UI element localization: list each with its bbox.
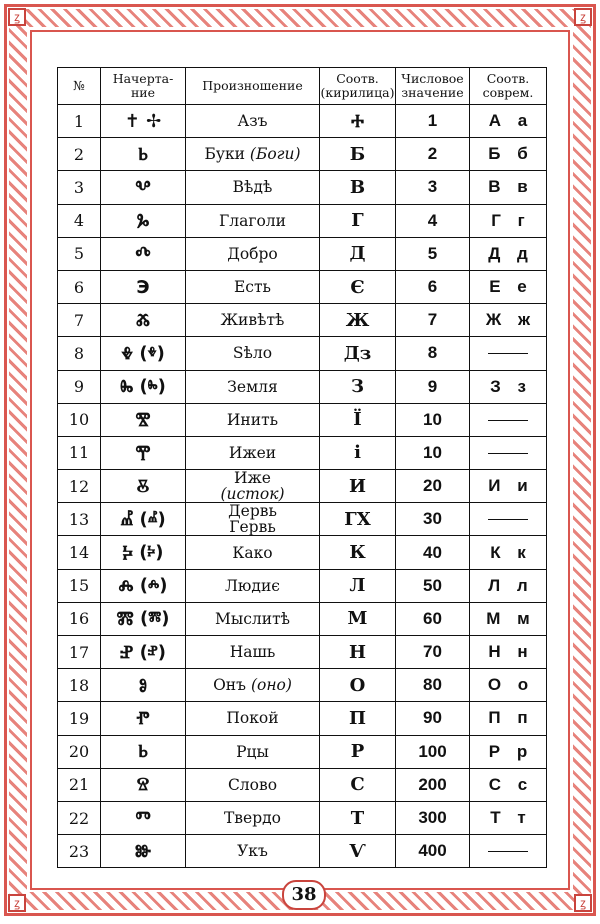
table-row xyxy=(58,304,547,337)
letter-name: Азъ xyxy=(237,112,268,131)
numeric-value: 70 xyxy=(396,636,470,669)
numeric-value: 90 xyxy=(396,702,470,735)
corner-ornament-top-right: ꙁ xyxy=(574,8,592,26)
row-number: 7 xyxy=(58,304,101,337)
table-row xyxy=(58,636,547,669)
cyrillic-equivalent: С xyxy=(320,768,396,801)
modern-equivalent: Н н xyxy=(470,636,547,669)
glagolitic-glyph: Ⰾ (ⰾ) xyxy=(101,569,186,602)
row-number: 15 xyxy=(58,569,101,602)
table-body xyxy=(58,105,547,868)
corner-ornament-bottom-left: ꙁ xyxy=(8,894,26,912)
numeric-value: 50 xyxy=(396,569,470,602)
modern-equivalent: Е е xyxy=(470,270,547,303)
modern-equivalent: А а xyxy=(470,105,547,138)
modern-equivalent: Б б xyxy=(470,138,547,171)
letter-name: Вѣдѣ xyxy=(232,178,273,197)
glagolitic-glyph: Ⰷ (ⰷ) xyxy=(101,337,186,370)
row-number: 23 xyxy=(58,835,101,868)
row-number: 3 xyxy=(58,171,101,204)
pronunciation-cell xyxy=(186,105,320,138)
glagolitic-glyph: Ⱅ xyxy=(101,801,186,834)
alphabet-table xyxy=(57,67,547,868)
table-row xyxy=(58,669,547,702)
glagolitic-glyph: Ⱆ xyxy=(101,835,186,868)
cyrillic-equivalent: Л xyxy=(320,569,396,602)
pronunciation-cell xyxy=(186,801,320,834)
row-number: 16 xyxy=(58,602,101,635)
glagolitic-glyph: Ⰹ xyxy=(101,436,186,469)
numeric-value: 3 xyxy=(396,171,470,204)
table-row xyxy=(58,237,547,270)
letter-name: Твердо xyxy=(223,809,282,828)
cyrillic-equivalent: Д xyxy=(320,237,396,270)
modern-equivalent xyxy=(470,503,547,536)
glagolitic-glyph: Ⱂ xyxy=(101,702,186,735)
row-number: 9 xyxy=(58,370,101,403)
pronunciation-cell xyxy=(186,237,320,270)
numeric-value: 6 xyxy=(396,270,470,303)
numeric-value: 7 xyxy=(396,304,470,337)
numeric-value: 80 xyxy=(396,669,470,702)
pronunciation-cell xyxy=(186,204,320,237)
glagolitic-glyph: Ⰴ xyxy=(101,237,186,270)
pronunciation-cell xyxy=(186,702,320,735)
row-number: 21 xyxy=(58,768,101,801)
glagolitic-glyph: Ⰸ (ⰸ) xyxy=(101,370,186,403)
cyrillic-equivalent: Дз xyxy=(320,337,396,370)
row-number: 18 xyxy=(58,669,101,702)
header-numeric-value: Числовое значение xyxy=(396,68,470,105)
cyrillic-equivalent: і xyxy=(320,436,396,469)
modern-equivalent: О о xyxy=(470,669,547,702)
modern-equivalent: Р р xyxy=(470,735,547,768)
row-number: 20 xyxy=(58,735,101,768)
modern-equivalent: Л л xyxy=(470,569,547,602)
pronunciation-cell xyxy=(186,503,320,536)
table-header-row xyxy=(58,68,547,105)
pronunciation-cell xyxy=(186,735,320,768)
modern-equivalent: З з xyxy=(470,370,547,403)
modern-equivalent: П п xyxy=(470,702,547,735)
modern-equivalent: Д д xyxy=(470,237,547,270)
table-row xyxy=(58,370,547,403)
pronunciation-cell xyxy=(186,768,320,801)
cyrillic-equivalent: Ж xyxy=(320,304,396,337)
no-equivalent-dash xyxy=(488,519,528,520)
numeric-value: 300 xyxy=(396,801,470,834)
pronunciation-cell xyxy=(186,304,320,337)
modern-equivalent xyxy=(470,403,547,436)
letter-name: Мыслитѣ xyxy=(215,609,290,628)
header-cyrillic: Соотв. (кирилица) xyxy=(320,68,396,105)
row-number: 12 xyxy=(58,470,101,503)
header-number: № xyxy=(58,68,101,105)
pronunciation-cell xyxy=(186,436,320,469)
pronunciation-cell xyxy=(186,669,320,702)
cyrillic-equivalent: Т xyxy=(320,801,396,834)
glagolitic-glyph: Ⰼ (ⰼ) xyxy=(101,503,186,536)
pronunciation-cell xyxy=(186,536,320,569)
letter-name: Покой xyxy=(226,709,279,728)
glagolitic-glyph: Ⱀ (ⱀ) xyxy=(101,636,186,669)
header-glyph: Начерта-ние xyxy=(101,68,186,105)
letter-name: Добро xyxy=(227,244,278,263)
header-pronunciation: Произношение xyxy=(186,68,320,105)
numeric-value: 100 xyxy=(396,735,470,768)
numeric-value: 10 xyxy=(396,403,470,436)
cyrillic-equivalent: Ѵ xyxy=(320,835,396,868)
letter-name: Земля xyxy=(227,377,278,396)
letter-name: Инить xyxy=(226,410,279,429)
pronunciation-cell xyxy=(186,403,320,436)
cyrillic-equivalent: Ї xyxy=(320,403,396,436)
table-row xyxy=(58,403,547,436)
glagolitic-glyph: Ⰿ (ⰿ) xyxy=(101,602,186,635)
row-number: 5 xyxy=(58,237,101,270)
cyrillic-equivalent: Р xyxy=(320,735,396,768)
row-number: 22 xyxy=(58,801,101,834)
cyrillic-equivalent: О xyxy=(320,669,396,702)
cyrillic-equivalent: Ⰰ xyxy=(320,105,396,138)
no-equivalent-dash xyxy=(488,353,528,354)
pronunciation-cell xyxy=(186,370,320,403)
table-row xyxy=(58,835,547,868)
letter-name: Живѣтѣ xyxy=(220,311,285,330)
row-number: 14 xyxy=(58,536,101,569)
cyrillic-equivalent: Є xyxy=(320,270,396,303)
cyrillic-equivalent: К xyxy=(320,536,396,569)
glagolitic-glyph: Ⱁ xyxy=(101,669,186,702)
letter-name: Онъ xyxy=(213,676,246,695)
header-modern: Соотв. соврем. xyxy=(470,68,547,105)
modern-equivalent xyxy=(470,337,547,370)
glagolitic-glyph: Ⰳ xyxy=(101,204,186,237)
no-equivalent-dash xyxy=(488,420,528,421)
table-row xyxy=(58,470,547,503)
numeric-value: 20 xyxy=(396,470,470,503)
table-row xyxy=(58,735,547,768)
letter-name: Людиє xyxy=(225,576,280,595)
pronunciation-cell xyxy=(186,835,320,868)
modern-equivalent: Ж ж xyxy=(470,304,547,337)
corner-ornament-bottom-right: ꙁ xyxy=(574,894,592,912)
glagolitic-glyph: Ⰽ (ⰽ) xyxy=(101,536,186,569)
row-number: 11 xyxy=(58,436,101,469)
glagolitic-glyph: Ⰲ xyxy=(101,171,186,204)
pronunciation-cell xyxy=(186,602,320,635)
row-number: 2 xyxy=(58,138,101,171)
row-number: 6 xyxy=(58,270,101,303)
no-equivalent-dash xyxy=(488,851,528,852)
letter-name-note: Гервь xyxy=(229,518,276,536)
pronunciation-cell xyxy=(186,138,320,171)
table-row xyxy=(58,768,547,801)
table-row xyxy=(58,105,547,138)
no-equivalent-dash xyxy=(488,453,528,454)
glagolitic-glyph: Ⱃ xyxy=(101,735,186,768)
cyrillic-equivalent: Г xyxy=(320,204,396,237)
row-number: 19 xyxy=(58,702,101,735)
table-row xyxy=(58,503,547,536)
pronunciation-cell xyxy=(186,636,320,669)
pronunciation-cell xyxy=(186,337,320,370)
table-row xyxy=(58,138,547,171)
letter-name: Иже xyxy=(234,469,271,488)
row-number: 4 xyxy=(58,204,101,237)
numeric-value: 4 xyxy=(396,204,470,237)
glagolitic-glyph: Ⰶ xyxy=(101,304,186,337)
pronunciation-cell xyxy=(186,470,320,503)
letter-name: Како xyxy=(232,543,273,562)
cyrillic-equivalent: П xyxy=(320,702,396,735)
page-number: 38 xyxy=(282,880,326,910)
row-number: 10 xyxy=(58,403,101,436)
numeric-value: 1 xyxy=(396,105,470,138)
letter-name: Есть xyxy=(233,278,271,297)
table-row xyxy=(58,702,547,735)
modern-equivalent: И и xyxy=(470,470,547,503)
numeric-value: 40 xyxy=(396,536,470,569)
glagolitic-glyph: ✝ ✢ xyxy=(101,105,186,138)
table-row xyxy=(58,171,547,204)
letter-name: Ижеи xyxy=(228,443,277,462)
table-row xyxy=(58,602,547,635)
numeric-value: 200 xyxy=(396,768,470,801)
cyrillic-equivalent: Б xyxy=(320,138,396,171)
modern-equivalent: М м xyxy=(470,602,547,635)
table-row xyxy=(58,337,547,370)
modern-equivalent: В в xyxy=(470,171,547,204)
cyrillic-equivalent: ГХ xyxy=(320,503,396,536)
numeric-value: 10 xyxy=(396,436,470,469)
numeric-value: 2 xyxy=(396,138,470,171)
glagolitic-glyph: Ⰺ xyxy=(101,403,186,436)
table-row xyxy=(58,204,547,237)
glagolitic-glyph: Ⱃ xyxy=(101,138,186,171)
modern-equivalent: С с xyxy=(470,768,547,801)
letter-name: Рцы xyxy=(236,742,269,761)
letter-name-note: (Боги) xyxy=(249,145,301,164)
modern-equivalent: К к xyxy=(470,536,547,569)
modern-equivalent: Г г xyxy=(470,204,547,237)
glagolitic-glyph: Э xyxy=(101,270,186,303)
pronunciation-cell xyxy=(186,569,320,602)
row-number: 8 xyxy=(58,337,101,370)
letter-name-note: (исток) xyxy=(220,485,285,503)
letter-name: Укъ xyxy=(237,842,268,861)
numeric-value: 9 xyxy=(396,370,470,403)
numeric-value: 30 xyxy=(396,503,470,536)
letter-name: Слово xyxy=(227,775,278,794)
numeric-value: 5 xyxy=(396,237,470,270)
cyrillic-equivalent: М xyxy=(320,602,396,635)
pronunciation-cell xyxy=(186,171,320,204)
modern-equivalent xyxy=(470,436,547,469)
row-number: 13 xyxy=(58,503,101,536)
letter-name: Дервь xyxy=(228,502,277,521)
numeric-value: 400 xyxy=(396,835,470,868)
cyrillic-equivalent: Н xyxy=(320,636,396,669)
table-row xyxy=(58,270,547,303)
glagolitic-glyph: Ⰻ xyxy=(101,470,186,503)
pronunciation-cell xyxy=(186,270,320,303)
letter-name-note: (оно) xyxy=(250,676,292,695)
row-number: 1 xyxy=(58,105,101,138)
cyrillic-equivalent: В xyxy=(320,171,396,204)
table-row xyxy=(58,436,547,469)
letter-name: Ѕѣло xyxy=(232,344,273,363)
cyrillic-equivalent: З xyxy=(320,370,396,403)
table-row xyxy=(58,536,547,569)
modern-equivalent: Т т xyxy=(470,801,547,834)
letter-name: Глаголи xyxy=(219,211,286,230)
glagolitic-glyph: Ⱄ xyxy=(101,768,186,801)
corner-ornament-top-left: ꙁ xyxy=(8,8,26,26)
letter-name: Буки xyxy=(204,145,245,164)
row-number: 17 xyxy=(58,636,101,669)
numeric-value: 60 xyxy=(396,602,470,635)
cyrillic-equivalent: И xyxy=(320,470,396,503)
table-row xyxy=(58,569,547,602)
letter-name: Нашь xyxy=(229,643,276,662)
table-row xyxy=(58,801,547,834)
modern-equivalent xyxy=(470,835,547,868)
numeric-value: 8 xyxy=(396,337,470,370)
